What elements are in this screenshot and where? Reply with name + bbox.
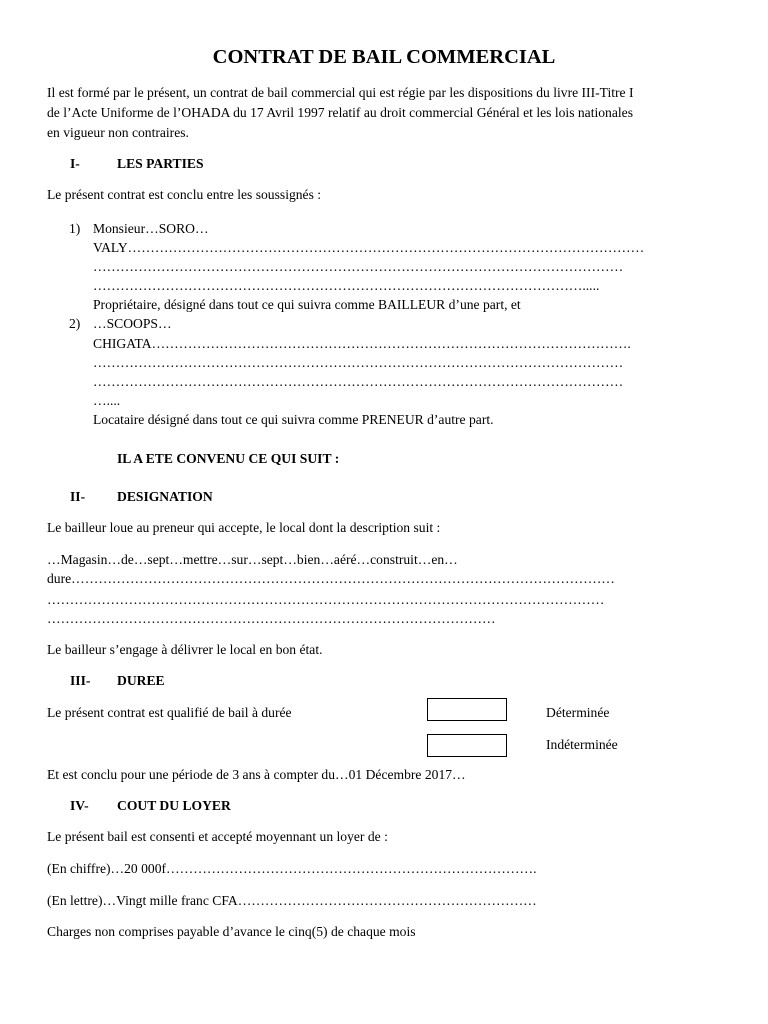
- list-number: 1): [69, 221, 81, 236]
- party1-line: Monsieur…SORO…: [93, 221, 209, 236]
- intro-line: de l’Acte Uniforme de l’OHADA du 17 Avril 1997 relatif au droit commercial Général et les lois nationales: [47, 105, 633, 120]
- party1-line: Propriétaire, désigné dans tout ce qui suivra comme BAILLEUR d’une part, et: [93, 297, 521, 312]
- undetermined-label: Indéterminée: [546, 737, 618, 752]
- section-number: I-: [70, 156, 80, 171]
- section-number: IV-: [70, 798, 89, 813]
- section-number: II-: [70, 489, 86, 504]
- rent-words: (En lettre)…Vingt mille franc CFA…………………………………………………………: [47, 893, 537, 908]
- party2-line: …SCOOPS…: [93, 316, 172, 331]
- period-text: Et est conclu pour une période de 3 ans à compter du…01 Décembre 2017…: [47, 767, 466, 782]
- party2-line: ………………………………………………………………………………………………………: [93, 355, 624, 370]
- good-state-text: Le bailleur s’engage à délivrer le local en bon état.: [47, 642, 323, 657]
- rent-figures: (En chiffre)…20 000f……………………………………………………………………….: [47, 861, 537, 876]
- section-title: DUREE: [117, 673, 165, 688]
- parties-intro: Le présent contrat est conclu entre les soussignés :: [47, 187, 322, 202]
- section-title: DESIGNATION: [117, 489, 213, 504]
- determined-label: Déterminée: [546, 705, 610, 720]
- agreed-heading: IL A ETE CONVENU CE QUI SUIT :: [117, 451, 340, 466]
- description-line: …Magasin…de…sept…mettre…sur…sept…bien…aéré…construit…en…: [47, 552, 458, 567]
- section-title: LES PARTIES: [117, 156, 204, 171]
- document-title: CONTRAT DE BAIL COMMERCIAL: [212, 46, 556, 68]
- list-number: 2): [69, 316, 81, 331]
- charges-text: Charges non comprises payable d’avance le cinq(5) de chaque mois: [47, 924, 416, 939]
- intro-line: en vigueur non contraires.: [47, 125, 189, 140]
- description-line: dure…………………………………………………………………………………………………………: [47, 571, 615, 586]
- party2-line: Locataire désigné dans tout ce qui suivra comme PRENEUR d’autre part.: [93, 412, 494, 427]
- party2-line: …....: [93, 393, 121, 408]
- party2-line: CHIGATA…………………………………………………………………………………………….: [93, 336, 631, 351]
- description-line: ………………………………………………………………………………………: [47, 611, 496, 626]
- section-title: COUT DU LOYER: [117, 798, 231, 813]
- rent-intro: Le présent bail est consenti et accepté moyennant un loyer de :: [47, 829, 388, 844]
- undetermined-checkbox[interactable]: [427, 734, 507, 757]
- duration-text: Le présent contrat est qualifié de bail à durée: [47, 705, 292, 720]
- party1-line: VALY……………………………………………………………………………………………………: [93, 240, 645, 255]
- description-line: ……………………………………………………………………………………………………………: [47, 592, 605, 607]
- designation-intro: Le bailleur loue au preneur qui accepte, le local dont la description suit :: [47, 520, 441, 535]
- party2-line: ………………………………………………………………………………………………………: [93, 374, 624, 389]
- party1-line: ……………………………………………………………………………………………….....: [93, 278, 600, 293]
- determined-checkbox[interactable]: [427, 698, 507, 721]
- intro-line: Il est formé par le présent, un contrat de bail commercial qui est régie par les dispositions du livre III-Titre I: [47, 85, 634, 100]
- party1-line: ………………………………………………………………………………………………………: [93, 259, 624, 274]
- section-number: III-: [70, 673, 91, 688]
